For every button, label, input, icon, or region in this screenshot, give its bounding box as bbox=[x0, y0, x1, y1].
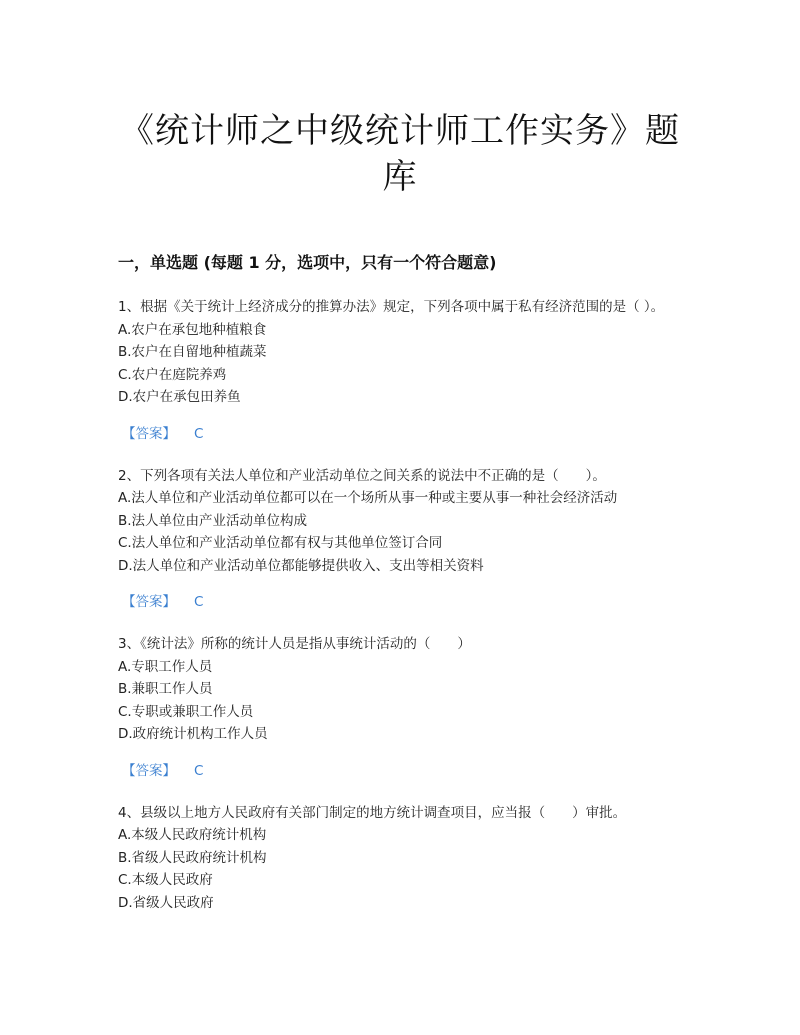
question-stem: 1、根据《关于统计上经济成分的推算办法》规定，下列各项中属于私有经济范围的是（ ）。 bbox=[118, 299, 665, 315]
option-d: D.政府统计机构工作人员 bbox=[118, 726, 268, 742]
question-1 bbox=[118, 296, 682, 409]
option-d: D.农户在承包田养鱼 bbox=[118, 389, 241, 405]
option-b: B.省级人民政府统计机构 bbox=[118, 849, 267, 866]
option-c: C.本级人民政府 bbox=[118, 872, 213, 888]
answer-label: 【答案】 bbox=[122, 425, 176, 442]
answer-value: C bbox=[194, 594, 204, 610]
option-b: B.兼职工作人员 bbox=[118, 681, 213, 697]
section-heading: 一，单选题 (每题 1 分，选项中，只有一个符合题意) bbox=[118, 253, 497, 272]
option-c: C.专职或兼职工作人员 bbox=[118, 703, 254, 720]
answer-label: 【答案】 bbox=[122, 594, 176, 610]
answer-3 bbox=[118, 760, 682, 782]
option-b: B.农户在自留地种植蔬菜 bbox=[118, 344, 267, 360]
question-3 bbox=[118, 633, 682, 746]
option-a: A.农户在承包地种植粮食 bbox=[118, 321, 267, 338]
answer-label: 【答案】 bbox=[122, 762, 176, 779]
option-d: D.省级人民政府 bbox=[118, 894, 214, 911]
document-title: 《统计师之中级统计师工作实务》题库 bbox=[120, 111, 680, 197]
answer-1 bbox=[118, 423, 682, 445]
option-b: B.法人单位由产业活动单位构成 bbox=[118, 512, 308, 529]
question-stem: 3、《统计法》所称的统计人员是指从事统计活动的（ ） bbox=[118, 636, 471, 652]
option-d: D.法人单位和产业活动单位都能够提供收入、支出等相关资料 bbox=[118, 557, 484, 574]
option-c: C.农户在庭院养鸡 bbox=[118, 366, 227, 383]
option-a: A.专职工作人员 bbox=[118, 658, 213, 675]
option-a: A.本级人民政府统计机构 bbox=[118, 827, 267, 843]
question-2 bbox=[118, 465, 682, 578]
option-a: A.法人单位和产业活动单位都可以在一个场所从事一种或主要从事一种社会经济活动 bbox=[118, 490, 618, 506]
answer-value: C bbox=[194, 762, 204, 779]
answer-2 bbox=[118, 591, 682, 613]
answer-value: C bbox=[194, 425, 204, 442]
question-stem: 2、下列各项有关法人单位和产业活动单位之间关系的说法中不正确的是（ ）。 bbox=[118, 467, 606, 484]
question-4 bbox=[118, 802, 682, 915]
option-c: C.法人单位和产业活动单位都有权与其他单位签订合同 bbox=[118, 535, 443, 551]
question-stem: 4、县级以上地方人民政府有关部门制定的地方统计调查项目，应当报（ ）审批。 bbox=[118, 804, 627, 821]
